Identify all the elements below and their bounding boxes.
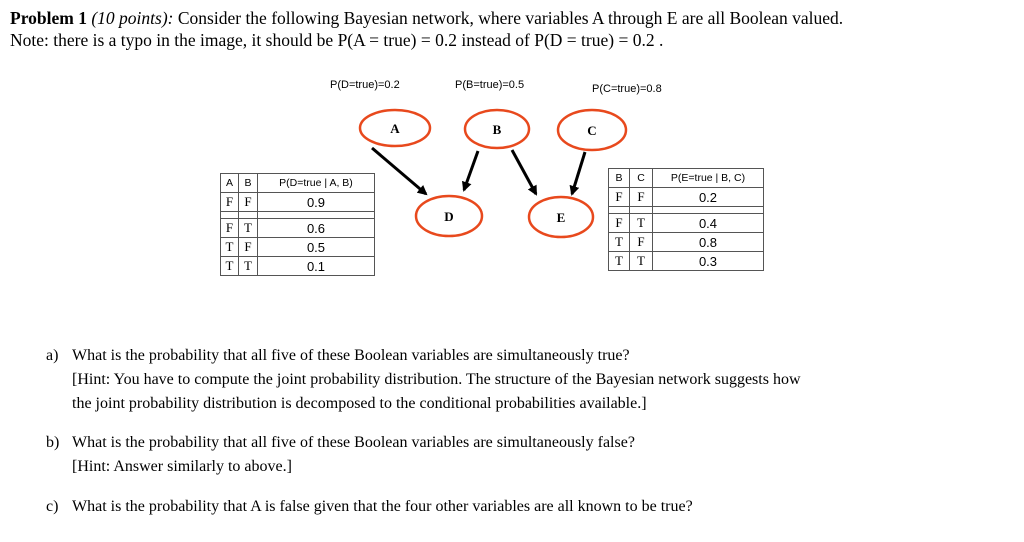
question-a-text: What is the probability that all five of these Boolean variables are simultaneously true? (72, 347, 630, 364)
cpt-e-header (609, 169, 764, 188)
edge-c-e (572, 152, 585, 194)
cpt-cell: 0.9 (258, 193, 375, 212)
table-row (609, 188, 764, 207)
question-c (46, 496, 1006, 520)
cpt-cell: 0.2 (653, 188, 764, 207)
cpt-cell: 0.1 (258, 257, 375, 276)
node-label-a: A (390, 121, 400, 136)
question-b-label: b) (46, 434, 60, 451)
prior-label-b: P(B=true)=0.5 (455, 79, 525, 91)
edge-a-d (372, 148, 426, 194)
cpt-cell: T (239, 257, 258, 276)
question-a-hint-line1: [Hint: You have to compute the joint probability distribution. The structure of the Bayesian network suggests how (72, 371, 801, 388)
cpt-cell: T (221, 238, 239, 257)
table-row (221, 219, 375, 238)
prior-label-c: P(C=true)=0.8 (592, 83, 662, 95)
cpt-cell: T (221, 257, 239, 276)
table-row (609, 214, 764, 233)
prior-label-a: P(D=true)=0.2 (330, 79, 400, 91)
question-c-text: What is the probability that A is false given that the four other variables are all known to be true? (72, 498, 693, 515)
cpt-cell: 0.8 (653, 233, 764, 252)
cpt-cell: F (221, 219, 239, 238)
cpt-table-e (608, 168, 764, 271)
table-row (221, 212, 375, 219)
table-row (221, 257, 375, 276)
edge-b-d (464, 151, 478, 190)
node-label-d: D (444, 209, 454, 224)
node-label-e: E (556, 210, 566, 225)
cpt-cell: 0.6 (258, 219, 375, 238)
cpt-cell: F (239, 193, 258, 212)
node-e (529, 197, 593, 237)
cpt-cell: 0.3 (653, 252, 764, 271)
cpt-cell: T (239, 219, 258, 238)
cpt-cell: F (630, 188, 653, 207)
cpt-e-col-b: B (609, 169, 630, 188)
cpt-d-header (221, 174, 375, 193)
cpt-cell: T (630, 214, 653, 233)
cpt-cell: T (609, 233, 630, 252)
table-row (221, 238, 375, 257)
table-row (609, 207, 764, 214)
question-b-text: What is the probability that all five of these Boolean variables are simultaneously false? (72, 434, 635, 451)
node-label-b: B (492, 122, 502, 137)
cpt-table-d (220, 173, 375, 276)
typo-note: Note: there is a typo in the image, it should be P(A = true) = 0.2 instead of P(D = true) = 0.2 . (10, 30, 664, 50)
question-a-label: a) (46, 347, 59, 364)
question-a-hint-line2: the joint probability distribution is decomposed to the conditional probabilities available.] (72, 395, 647, 412)
problem-title: Problem 1 (10, 8, 87, 28)
table-row (221, 193, 375, 212)
cpt-e-col-prob: P(E=true | B, C) (653, 169, 764, 188)
cpt-cell: T (609, 252, 630, 271)
question-c-label: c) (46, 498, 59, 515)
problem-points: (10 points): (91, 8, 174, 28)
node-c (558, 110, 626, 150)
question-b (46, 432, 1006, 480)
question-a (46, 345, 1006, 415)
table-row (609, 233, 764, 252)
cpt-d-col-a: A (221, 174, 239, 193)
node-d (416, 196, 482, 236)
edge-b-e (512, 150, 536, 194)
node-b (465, 110, 529, 148)
cpt-cell: 0.5 (258, 238, 375, 257)
cpt-cell: F (221, 193, 239, 212)
question-b-hint: [Hint: Answer similarly to above.] (72, 458, 292, 475)
cpt-cell: F (609, 188, 630, 207)
cpt-d-col-prob: P(D=true | A, B) (258, 174, 375, 193)
problem-statement: Consider the following Bayesian network, where variables A through E are all Boolean valued. (177, 8, 844, 28)
table-row (609, 252, 764, 271)
cpt-d-col-b: B (239, 174, 258, 193)
node-label-c: C (587, 123, 597, 138)
cpt-cell: F (239, 238, 258, 257)
node-a (360, 110, 430, 146)
cpt-cell: F (630, 233, 653, 252)
cpt-cell: 0.4 (653, 214, 764, 233)
cpt-cell: F (609, 214, 630, 233)
cpt-cell: T (630, 252, 653, 271)
cpt-e-col-c: C (630, 169, 653, 188)
